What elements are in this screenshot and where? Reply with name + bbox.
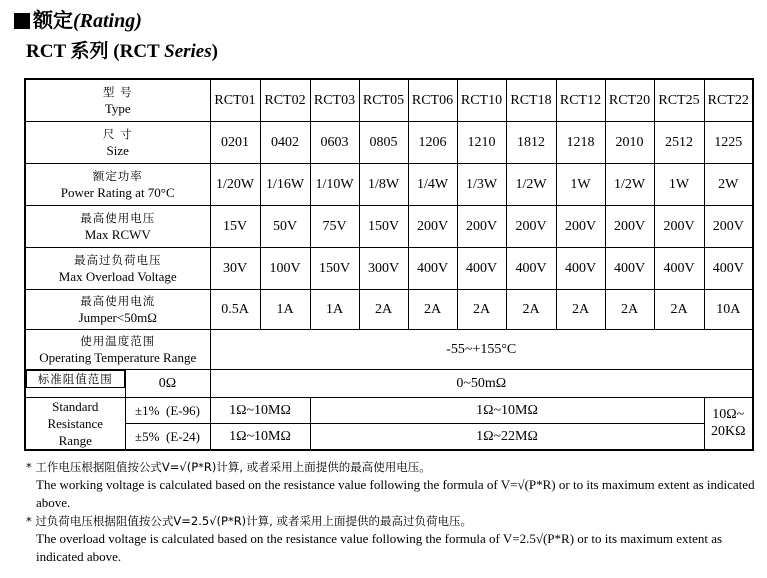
table-row	[25, 289, 753, 329]
value-cell: 1/10W	[310, 163, 359, 205]
model-cell: RCT18	[506, 79, 556, 121]
model-cell: RCT12	[556, 79, 605, 121]
model-cell: RCT25	[654, 79, 704, 121]
value-cell: 2A	[654, 289, 704, 329]
value-cell: 50V	[260, 205, 310, 247]
table-row	[25, 247, 753, 289]
value-cell: 1225	[704, 121, 753, 163]
model-cell: RCT06	[408, 79, 457, 121]
table-row	[25, 79, 753, 121]
row-header-en: Operating Temperature Range	[39, 349, 197, 365]
row-header-en: Max RCWV	[84, 226, 151, 242]
row-header	[25, 329, 210, 369]
row-header	[25, 121, 210, 163]
value-cell: 200V	[704, 205, 753, 247]
row-header-cn: 额定功率	[92, 168, 143, 183]
e96-first-range: 1Ω~10MΩ	[210, 397, 310, 423]
value-cell: 1/20W	[210, 163, 260, 205]
value-cell: 30V	[210, 247, 260, 289]
value-cell: 1210	[457, 121, 506, 163]
value-cell: 2A	[556, 289, 605, 329]
value-cell: 1/8W	[359, 163, 408, 205]
row-header	[25, 79, 210, 121]
row-header	[25, 289, 210, 329]
value-cell: 2A	[359, 289, 408, 329]
resistance-header-en	[25, 397, 125, 450]
value-cell: 400V	[556, 247, 605, 289]
value-cell: 1/4W	[408, 163, 457, 205]
e96-middle-range: 1Ω~10MΩ	[310, 397, 704, 423]
value-cell: 15V	[210, 205, 260, 247]
heading-cn: 额定	[33, 8, 73, 32]
row-header-en: Power Rating at 70°C	[60, 184, 175, 200]
square-bullet-icon	[14, 13, 30, 29]
resistance-header-line: Standard	[52, 398, 99, 414]
model-cell: RCT20	[605, 79, 654, 121]
value-cell: 2A	[506, 289, 556, 329]
value-cell: 0201	[210, 121, 260, 163]
model-cell: RCT10	[457, 79, 506, 121]
last-range	[704, 397, 753, 450]
value-cell: 300V	[359, 247, 408, 289]
value-cell: 1/16W	[260, 163, 310, 205]
value-cell: 2010	[605, 121, 654, 163]
value-cell: 1A	[310, 289, 359, 329]
table-row-resistance-e24	[25, 423, 753, 449]
resistance-header-line: Range	[58, 432, 92, 448]
section-heading	[14, 8, 142, 33]
row-header	[25, 205, 210, 247]
value-cell: 400V	[605, 247, 654, 289]
value-cell: 2512	[654, 121, 704, 163]
value-cell: 1W	[654, 163, 704, 205]
model-cell: RCT03	[310, 79, 359, 121]
value-cell: 100V	[260, 247, 310, 289]
table-row	[25, 205, 753, 247]
e24-label: ±5% (E-24)	[125, 423, 210, 449]
value-cell: 0805	[359, 121, 408, 163]
last-range-line: 10Ω~	[712, 407, 745, 422]
value-cell: 2A	[605, 289, 654, 329]
zero-ohm-label: 0Ω	[125, 369, 210, 397]
value-cell: 1A	[260, 289, 310, 329]
value-cell: 1/2W	[605, 163, 654, 205]
series-word: Series	[164, 41, 212, 62]
value-cell: 400V	[408, 247, 457, 289]
notes	[26, 458, 756, 566]
table-row	[25, 163, 753, 205]
row-header-cn: 最高使用电流	[80, 293, 156, 308]
value-cell: 0.5A	[210, 289, 260, 329]
value-cell: 400V	[704, 247, 753, 289]
table-row-temperature	[25, 329, 753, 369]
temperature-value: -55~+155°C	[210, 329, 753, 369]
zero-ohm-value: 0~50mΩ	[210, 369, 753, 397]
value-cell: 1/2W	[506, 163, 556, 205]
e96-label: ±1% (E-96)	[125, 397, 210, 423]
note-2-cn: * 过负荷电压根据阻值按公式V=2.5√(P*R)计算, 或者采用上面提供的最高过负荷电压。	[26, 514, 472, 528]
value-cell: 200V	[408, 205, 457, 247]
heading-en: (Rating)	[73, 10, 142, 32]
note-2-en: The overload voltage is calculated based on the resistance value following the formula of V=2.5√(P*R) or to its maximum extent as indicated above.	[36, 531, 723, 564]
value-cell: 200V	[506, 205, 556, 247]
model-cell: RCT01	[210, 79, 260, 121]
value-cell: 0603	[310, 121, 359, 163]
row-header-en: Max Overload Voltage	[58, 268, 177, 284]
note-1-en: The working voltage is calculated based on the resistance value following the formula of V=√(P*R) or to its maximum extent as indicated above.	[36, 477, 755, 510]
value-cell: 400V	[506, 247, 556, 289]
value-cell: 1206	[408, 121, 457, 163]
resistance-header-cn: 标准阻值范围	[26, 370, 125, 388]
value-cell: 200V	[457, 205, 506, 247]
value-cell: 75V	[310, 205, 359, 247]
note-1-cn: * 工作电压根据阻值按公式V=√(P*R)计算, 或者采用上面提供的最高使用电压。	[26, 460, 431, 474]
model-cell: RCT22	[704, 79, 753, 121]
row-header	[25, 247, 210, 289]
row-header-cn: 使用温度范围	[80, 333, 156, 348]
value-cell: 1W	[556, 163, 605, 205]
row-header-en: Type	[104, 100, 131, 116]
row-header-en: Size	[106, 142, 129, 158]
value-cell: 150V	[310, 247, 359, 289]
value-cell: 400V	[457, 247, 506, 289]
value-cell: 2A	[408, 289, 457, 329]
value-cell: 200V	[605, 205, 654, 247]
table-row-resistance-zero	[25, 369, 753, 397]
value-cell: 0402	[260, 121, 310, 163]
last-range-line: 20KΩ	[710, 424, 746, 439]
value-cell: 10A	[704, 289, 753, 329]
table-row	[25, 121, 753, 163]
value-cell: 150V	[359, 205, 408, 247]
row-header-cn: 尺 寸	[102, 126, 133, 141]
value-cell: 2A	[457, 289, 506, 329]
table-row-resistance-e96	[25, 397, 753, 423]
resistance-header-line: Resistance	[47, 415, 104, 431]
series-heading	[26, 40, 218, 64]
value-cell: 400V	[654, 247, 704, 289]
series-prefix: RCT 系列 (RCT	[26, 41, 165, 62]
row-header-cn: 最高过负荷电压	[74, 252, 162, 267]
model-cell: RCT02	[260, 79, 310, 121]
series-suffix: )	[211, 41, 218, 62]
value-cell: 1812	[506, 121, 556, 163]
value-cell: 1218	[556, 121, 605, 163]
row-header-cn: 型 号	[102, 84, 133, 99]
row-header	[25, 163, 210, 205]
rating-table	[24, 78, 754, 451]
value-cell: 1/3W	[457, 163, 506, 205]
row-header-en: Jumper<50mΩ	[78, 309, 157, 325]
value-cell: 200V	[654, 205, 704, 247]
value-cell: 2W	[704, 163, 753, 205]
e24-first-range: 1Ω~10MΩ	[210, 423, 310, 449]
value-cell: 200V	[556, 205, 605, 247]
e24-middle-range: 1Ω~22MΩ	[310, 423, 704, 449]
model-cell: RCT05	[359, 79, 408, 121]
row-header-cn: 最高使用电压	[80, 210, 156, 225]
